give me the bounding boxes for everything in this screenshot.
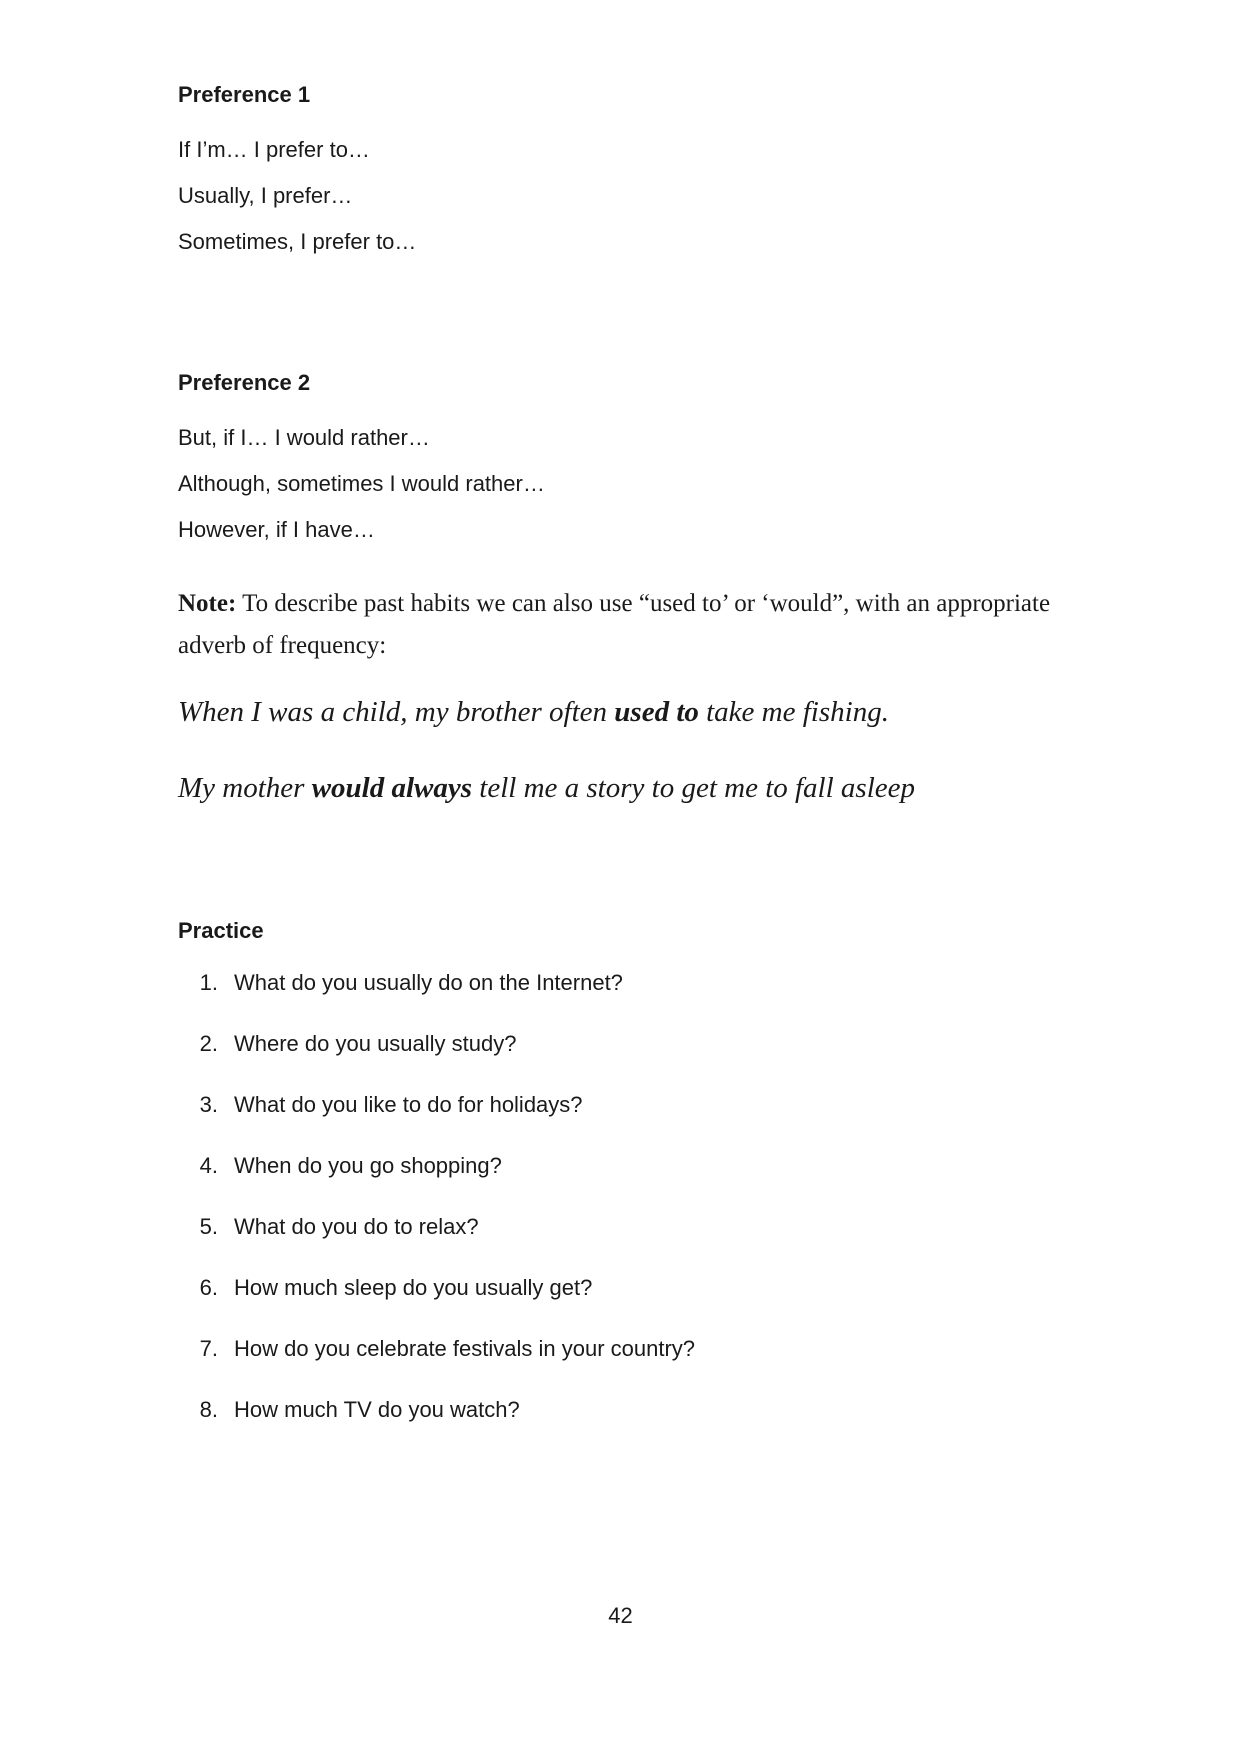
list-item — [178, 1153, 695, 1214]
list-item-text: Where do you usually study? — [234, 1031, 517, 1056]
list-item-text: How much TV do you watch? — [234, 1397, 520, 1422]
example-1-before: When I was a child, my brother often — [178, 696, 615, 728]
preference-1-phrase-2: Usually, I prefer… — [178, 183, 353, 208]
preference-1-heading: Preference 1 — [178, 82, 311, 107]
list-item-number: 3. — [199, 1092, 218, 1117]
preference-2-phrase-1: But, if I… I would rather… — [178, 425, 430, 450]
note-label: Note: — [178, 590, 237, 617]
list-item-number: 8. — [199, 1397, 218, 1422]
list-item — [178, 1092, 695, 1153]
list-item-text: How do you celebrate festivals in your country? — [234, 1336, 696, 1361]
list-item — [178, 1214, 695, 1275]
list-item — [178, 1336, 695, 1397]
preference-2-phrase-3: However, if I have… — [178, 517, 375, 542]
example-sentence-1 — [178, 695, 889, 729]
preference-1-phrase-3: Sometimes, I prefer to… — [178, 229, 417, 254]
list-item-number: 7. — [199, 1336, 218, 1361]
practice-list — [178, 970, 695, 1458]
list-item-number: 2. — [199, 1031, 218, 1056]
list-item-number: 4. — [199, 1153, 218, 1178]
list-item — [178, 1031, 695, 1092]
preference-2-phrase-2: Although, sometimes I would rather… — [178, 471, 545, 496]
list-item-text: What do you do to relax? — [234, 1214, 479, 1239]
example-1-bold: used to — [614, 696, 699, 728]
example-1-after: take me fishing. — [698, 696, 889, 728]
example-sentence-2 — [178, 771, 915, 805]
example-2-bold: would always — [311, 772, 473, 804]
page-number: 42 — [608, 1603, 633, 1628]
example-2-before: My mother — [178, 772, 312, 804]
list-item-number: 5. — [199, 1214, 218, 1239]
preference-1-phrase-1: If I’m… I prefer to… — [178, 137, 370, 162]
list-item-text: What do you usually do on the Internet? — [234, 970, 623, 995]
list-item-text: What do you like to do for holidays? — [234, 1092, 583, 1117]
practice-heading: Practice — [178, 918, 264, 943]
list-item-text: When do you go shopping? — [234, 1153, 502, 1178]
list-item — [178, 1397, 695, 1458]
list-item — [178, 970, 695, 1031]
list-item-number: 1. — [199, 970, 218, 995]
note-paragraph — [178, 583, 1078, 667]
list-item-text: How much sleep do you usually get? — [234, 1275, 593, 1300]
note-text: To describe past habits we can also use “used to’ or ‘would”, with an appropriate adverb of frequency: — [178, 590, 1051, 659]
list-item — [178, 1275, 695, 1336]
preference-2-heading: Preference 2 — [178, 370, 311, 395]
list-item-number: 6. — [199, 1275, 218, 1300]
example-2-after: tell me a story to get me to fall asleep — [472, 772, 916, 804]
